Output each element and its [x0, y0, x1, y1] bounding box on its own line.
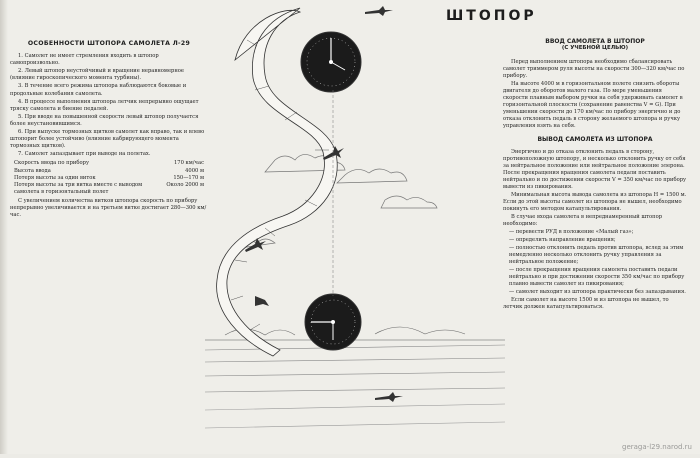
- table-row: [14, 175, 204, 182]
- table-row: [14, 182, 204, 196]
- recovery-paragraph: Минимальная высота вывода самолета из штопора H = 1500 м. Если до этой высоты самолет из штопора не вышел, необходимо покинуть его методом катапультирования.: [503, 192, 687, 212]
- page-title: ШТОПОР: [446, 8, 537, 24]
- left-heading: ОСОБЕННОСТИ ШТОПОРА САМОЛЕТА Л-29: [27, 40, 191, 47]
- left-item: 4. В процессе выполнения штопора летчик непрерывно ощущает тряску самолета и биение педалей.: [10, 98, 199, 112]
- spin-params-table: [14, 160, 204, 195]
- recovery-paragraph: В случае входа самолета в непреднамеренный штопор необходимо:: [503, 214, 663, 227]
- param-value: 150—170 м: [173, 174, 204, 181]
- altimeter-gauge-upper-icon: [301, 32, 361, 92]
- left-item: 5. При вводе на повышенной скорости левый штопор получается более неустановившимся.: [10, 113, 199, 127]
- spin-drawing: [205, 0, 505, 454]
- left-column: [10, 40, 208, 220]
- recovery-list-item: — полностью отклонить педаль против штопора, вслед за этим немедленно несколько отклонить ручку управления за нейтральное положение;: [509, 245, 684, 265]
- param-label: Высота ввода: [14, 167, 51, 174]
- right-column: [503, 38, 687, 312]
- param-label: Потеря высоты за один виток: [14, 174, 96, 181]
- recovery-list-item: — после прекращения вращения самолета поставить педали нейтрально и при достижении скорости 350 км/час по прибору плавно вывести самолет из пикирования;: [509, 267, 685, 287]
- param-value: 170 км/час: [173, 160, 204, 167]
- recovery-heading: ВЫВОД САМОЛЕТА ИЗ ШТОПОРА: [537, 136, 653, 143]
- entry-paragraph: Перед выполнением штопора необходимо сбалансировать самолет триммером руля высоты на скорости 300—320 км/час по прибору.: [503, 59, 685, 79]
- param-label: Скорость ввода по прибору: [14, 160, 90, 167]
- param-label: Потеря высоты за три витка вместе с выводом самолета в горизонтальный полет: [14, 181, 143, 195]
- left-item: 3. В течение всего режима штопора наблюдаются боковые и продольные колебания самолета.: [10, 83, 187, 97]
- recovery-paragraph: Если самолет на высоте 1500 м из штопора не вышел, то летчик должен катапультироваться.: [503, 297, 669, 310]
- param-value: 4000 м: [185, 167, 204, 174]
- recovery-paragraph: Энергично и до отказа отклонить педаль в сторону, противоположную штопору, и несколько отклонить ручку от себя за нейтральное положение или нейтральное положение элерона. После прекращения вращения самолета педали поставить нейтрально и по достижении скорости V = 350 км/час по прибору вывести из пикирования.: [503, 149, 687, 190]
- spin-illustration: [205, 0, 505, 454]
- left-item: 2. Левый штопор неустойчивый и вращение неравномерное (влияние гироскопического момента турбины).: [10, 68, 184, 82]
- table-row: [14, 168, 204, 175]
- recovery-list-item: — самолет выходит из штопора практически без запаздывания.: [509, 289, 686, 295]
- altimeter-gauge-lower-icon: [305, 294, 361, 350]
- recovery-list-item: — определить направление вращения;: [509, 237, 616, 243]
- left-item: 1. Самолет не имеет стремления входить в штопор самопроизвольно.: [10, 53, 159, 67]
- page-fold-shadow: [0, 0, 8, 454]
- entry-heading: ВВОД САМОЛЕТА В ШТОПОР: [545, 38, 645, 45]
- recovery-list-item: — перевести РУД в положение «Малый газ»;: [509, 229, 634, 235]
- watermark-text: geraga-l29.narod.ru: [622, 443, 692, 451]
- left-item: 6. При выпуске тормозных щитков самолет как вправо, так и влево штопорит более устойчиво (влияние кабрирующего момента тормозных щитков).: [10, 129, 205, 150]
- entry-paragraph: На высоте 4000 м в горизонтальном полете снизить обороты двигателя до оборотов малого газа. По мере уменьшения скорости плавным выбором ручки на себя удерживать самолет в горизонтальной плоскости (сохранение равенства V = G). При уменьшении скорости до 170 км/час по прибору энергично и до отказа отклонить педаль в сторону желаемого штопора и ручку управления взять на себя.: [503, 81, 683, 129]
- table-row: [14, 160, 204, 167]
- left-note: С увеличением количества витков штопора скорость по прибору непрерывно увеличивается и на третьем витке достигает 280—300 км/час.: [10, 197, 207, 219]
- entry-subheading: (С УЧЕБНОЙ ЦЕЛЬЮ): [561, 45, 629, 51]
- param-value: Около 2000 м: [166, 181, 204, 188]
- left-item: 7. Самолет запаздывает при выводе на полетах.: [18, 151, 151, 158]
